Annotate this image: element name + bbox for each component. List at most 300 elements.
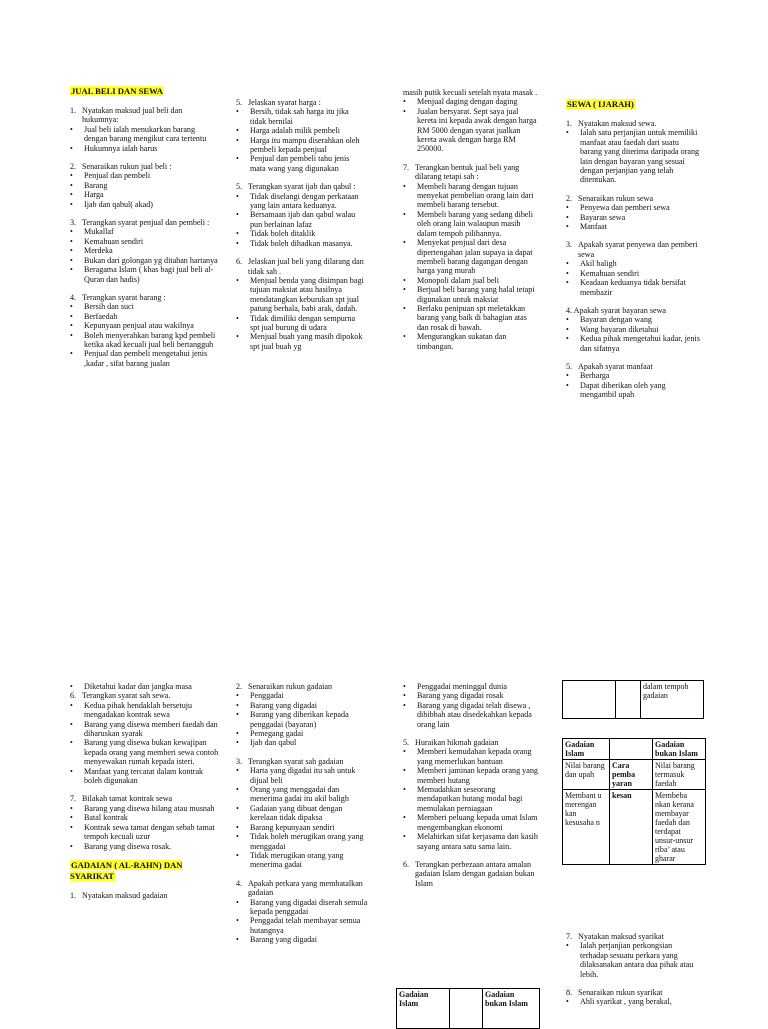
list-item: [236, 785, 371, 804]
list-item: [70, 813, 220, 822]
bullet-icon: [566, 269, 580, 278]
bullet-icon: [236, 935, 250, 944]
question-text: Apakah syarat penyewa dan pemberi sewa: [578, 240, 698, 259]
question: [236, 98, 366, 107]
bullet-icon: [236, 785, 250, 804]
list-item-text: Menjual buah yang masih dipokok spt jual buah yg: [250, 332, 363, 351]
question-text: Terangkan syarat sah sewa.: [82, 691, 171, 701]
list-item-text: Harga itu mampu diserahkan oleh pembeli kepada penjual: [250, 135, 360, 155]
bullet-icon: [70, 237, 84, 246]
list-item-text: Kemahuan sendiri: [580, 268, 640, 278]
list-item: [236, 823, 371, 832]
question: [70, 794, 220, 803]
question-text: Senaraikan rukun syarikat: [578, 988, 663, 998]
list-item-text: Orang yang menggadai dan menerima gadai itu akil baligh: [250, 785, 349, 804]
section-heading: GADAIAN ( AL-RAHN) DAN SYARIKAT: [70, 859, 183, 881]
bullet-icon: [236, 766, 250, 785]
column-4-top: [566, 99, 701, 400]
list-item: [403, 97, 538, 106]
question-number: 8.: [566, 988, 573, 998]
bullet-icon: [70, 738, 84, 766]
bullet-icon: [70, 321, 84, 330]
list-item-text: Ijab dan qabul( akad): [84, 199, 153, 209]
bullet-icon: [70, 312, 84, 321]
question-text: Terangkan syarat ijab dan qabul :: [248, 182, 356, 192]
table-header: [610, 739, 653, 760]
bullet-icon: [403, 682, 417, 691]
list-item-text: Kedua pihak mengetahui kadar, jenis dan sifatnya: [580, 334, 700, 353]
list-item: [566, 203, 701, 212]
list-item-text: Jualan bersyarat. Sept saya jual kereta ini kepada awak dengan harga RM 5000 dengan syarat jualkan kereta awak dengan harga RM 250000.: [417, 106, 537, 154]
list-item-text: Bukan dari golongan yg ditahan hartanya: [84, 255, 218, 265]
question-number: 7.: [70, 794, 77, 804]
comparison-table-top: [562, 680, 704, 719]
question-number: 6.: [236, 257, 243, 267]
bullet-icon: [403, 182, 417, 210]
list-item: [566, 315, 701, 324]
list-item-text: Berlaku penipuan spt meletakkan barang yang baik di bahagian atas dan rosak di bawah.: [417, 303, 527, 332]
list-item-text: Tidak merugikan orang yang menerima gadai: [250, 850, 344, 870]
list-item-text: Kedua pihak hendaklah bersetuju mengadakan kontrak sewa: [84, 700, 193, 720]
table-cell: kesan: [610, 790, 653, 865]
list-item-text: Kontrak sewa tamat dengan sebab tamat tempoh kecuali uzur: [84, 822, 215, 842]
list-item-text: Membeli barang dengan tujuan menyekat pembelian orang lain dari membeli barang tersebut.: [417, 181, 534, 210]
question-text: Nyatakan maksud jual beli dan hukumnya:: [82, 106, 183, 125]
question: [566, 119, 701, 128]
bullet-icon: [403, 238, 417, 276]
question-text: Terangkan syarat barang :: [82, 292, 166, 302]
list-item: [70, 767, 220, 786]
list-item: [70, 720, 220, 739]
list-item-text: Penjual dan pembeli mengetahui jenis ,kadar , sifat barang jualan: [84, 349, 208, 368]
list-item-text: Tidak boleh dihadkan masanya.: [250, 238, 353, 248]
list-item: [236, 738, 371, 747]
list-item-text: Penjual dan pembeli: [84, 171, 151, 181]
list-item-text: Membeli barang yang sedang dibeli oleh orang lain walaupun masih dalam tempoh pilihannya.: [417, 209, 533, 238]
list-item-text: Tidak boleh merugikan orang yang menggadai: [250, 832, 364, 851]
list-item: [70, 842, 220, 851]
bullet-icon: [70, 804, 84, 813]
list-item-text: Barang yang disewa hilang atau musnah: [84, 803, 215, 813]
list-item-text: Tidak diselangi dengan perkataan yang lain antara keduanya.: [250, 191, 359, 211]
bullet-icon: [70, 682, 84, 691]
bullet-icon: [236, 898, 250, 917]
list-item: [403, 332, 538, 351]
bullet-icon: [236, 210, 250, 229]
bullet-icon: [70, 720, 84, 739]
spacer: [70, 785, 220, 794]
question-number: 5.: [566, 361, 573, 371]
spacer: [403, 851, 538, 860]
list-item-text: Memberi kemudahan kepada orang yang memerlukan bantuan: [417, 747, 532, 766]
column-2-top: [236, 98, 366, 351]
bullet-icon: [403, 107, 417, 154]
question: [566, 362, 701, 371]
list-item: [70, 256, 220, 265]
question-number: 3.: [236, 756, 243, 766]
question: [70, 691, 220, 700]
question-text: Senaraikan rukun gadaian: [248, 682, 333, 691]
question-number: 5.: [403, 738, 410, 748]
bullet-icon: [403, 832, 417, 851]
list-item-text: Penyewa dan pemberi sewa: [580, 203, 670, 213]
bullet-icon: [70, 701, 84, 720]
question-text: Terangkan bentuk jual beli yang dilarang tetapi sah :: [415, 162, 520, 182]
list-item-text: Penggadai: [250, 691, 284, 701]
question: [566, 240, 701, 259]
section-heading-wrap: [566, 99, 701, 110]
bullet-icon: [566, 371, 580, 380]
question-number: 7.: [403, 162, 410, 172]
table-cell: dalam tempoh gadaian: [641, 681, 704, 719]
question-number: 1.: [70, 106, 77, 115]
column-3-top: [403, 88, 538, 351]
table-cell: Membeba nkan kerana membayar faedah dan terdapat unsur-unsur riba’ atau gharar: [653, 790, 706, 865]
spacer: [236, 173, 366, 182]
question-text: Apakah perkara yang membatalkan gadaian: [248, 878, 363, 898]
list-item: [70, 200, 220, 209]
question-number: 3.: [566, 240, 573, 250]
list-item-text: Barang yang digadai diserah semula kepada penggadai: [250, 897, 368, 916]
list-item-text: Harga adalah milik pembeli: [250, 126, 340, 136]
list-item: [70, 171, 220, 180]
list-item-text: Keadaan keduanya tidak bersifat membazir: [580, 278, 686, 297]
list-item: [566, 997, 701, 1006]
list-item: [70, 237, 220, 246]
list-item: [70, 312, 220, 321]
list-item-text: Kepunyaan penjual atau wakilnya: [84, 321, 194, 331]
table-header: Gadaian Islam: [563, 739, 610, 760]
list-item-text: Ialah satu perjanjian untuk memiliki manfaat atau faedah dari suatu barang yang diterima daripada orang lain dengan bayaran yang sesuai dengan perjanjian yang telah ditentukan.: [580, 128, 700, 185]
bullet-icon: [70, 256, 84, 265]
list-item-text: Barang yang digadai telah disewa , dihibbah atau disedekahkan kepada orang lain: [417, 700, 532, 729]
list-item: [70, 302, 220, 311]
list-item: [70, 227, 220, 236]
list-item-text: Bayaran sewa: [580, 212, 626, 222]
bullet-icon: [70, 144, 84, 153]
list-item: [70, 701, 220, 720]
list-item-text: Penggadai meninggal dunia: [417, 682, 507, 691]
bullet-icon: [70, 302, 84, 311]
list-item: [403, 210, 538, 238]
list-item: [70, 144, 220, 153]
bullet-icon: [70, 200, 84, 209]
list-item: [236, 691, 371, 700]
list-item: [566, 371, 701, 380]
question-number: 1.: [566, 119, 573, 128]
table-header: Gadaian Islam: [397, 989, 450, 1029]
list-item: [566, 269, 701, 278]
spacer: [70, 153, 220, 162]
bullet-icon: [236, 154, 250, 173]
question: [70, 106, 220, 125]
bullet-icon: [236, 192, 250, 211]
bullet-icon: [403, 813, 417, 832]
list-item: [566, 128, 701, 184]
table-cell: Cara pemba yaran: [610, 760, 653, 790]
question-text: Jelaskan syarat harga :: [248, 98, 321, 107]
bullet-icon: [566, 213, 580, 222]
bullet-icon: [236, 738, 250, 747]
column-1-bottom: [70, 682, 220, 900]
list-item-text: Penggadai telah membayar semua hutangnya: [250, 916, 361, 935]
list-item-text: Bayaran dengan wang: [580, 315, 652, 325]
list-item-text: Berjual beli barang yang halal tetapi digunakan untuk maksiat: [417, 285, 535, 304]
list-item: [403, 182, 538, 210]
list-item-text: Tidak dimiliki dengan sempurna spt jual burung di udara: [250, 313, 356, 332]
list-item: [403, 785, 538, 813]
bullet-icon: [236, 701, 250, 710]
bullet-icon: [70, 823, 84, 842]
question-number: 3.: [70, 218, 77, 228]
question-text: Terangkan syarat penjual dan pembeli :: [82, 218, 210, 228]
bullet-icon: [236, 332, 250, 351]
bullet-icon: [236, 851, 250, 870]
bullet-icon: [403, 332, 417, 351]
bullet-icon: [70, 265, 84, 284]
list-item: [236, 126, 366, 135]
bullet-icon: [403, 210, 417, 238]
list-item-text: Menjual daging dengan daging: [417, 97, 518, 107]
question-text: Huraikan hikmah gadaian: [415, 738, 499, 748]
list-item-text: Memberi peluang kepada umat Islam mengembangkan ekonomi: [417, 813, 538, 832]
bullet-icon: [70, 813, 84, 822]
question-text: Nyatakan maksud syarikat: [578, 932, 664, 941]
bullet-icon: [236, 823, 250, 832]
list-item-text: Barang: [84, 180, 108, 190]
list-item: [403, 276, 538, 285]
list-item: [566, 222, 701, 231]
column-2-bottom: [236, 682, 371, 945]
spacer: [70, 851, 220, 860]
bullet-icon: [236, 729, 250, 738]
list-item: [70, 349, 220, 368]
list-item-text: Barang yang digadai: [250, 700, 317, 710]
list-item-text: Memudahkan seseorang mendapatkan hutang modal bagi memulakan perniagaan: [417, 785, 523, 813]
list-item-text: Bersih, tidak sah harga itu jika tidak bernilai: [250, 107, 349, 126]
list-item: [566, 213, 701, 222]
question: [236, 757, 371, 766]
bullet-icon: [566, 222, 580, 231]
list-item: [236, 935, 371, 944]
bullet-icon: [70, 190, 84, 199]
question: [403, 860, 538, 888]
bullet-icon: [566, 128, 580, 184]
list-item: [236, 210, 366, 229]
list-item: [236, 898, 371, 917]
bullet-icon: [403, 276, 417, 285]
list-item: [403, 285, 538, 304]
bullet-icon: [566, 259, 580, 268]
list-item: [70, 246, 220, 255]
column-4-bottom: [566, 932, 701, 1007]
list-item-text: Mengurangkan sukatan dan timbangan.: [417, 332, 507, 351]
spacer: [236, 870, 371, 879]
list-item: [70, 125, 220, 144]
list-item-text: Ahli syarikat , yang berakal,: [580, 997, 672, 1007]
list-item: [70, 321, 220, 330]
question-number: 1.: [70, 890, 77, 900]
list-item-text: Batal kontrak: [84, 813, 128, 823]
bullet-icon: [403, 701, 417, 729]
paragraph: masih putik kecuali setelah nyata masak .: [403, 88, 538, 97]
list-item: [403, 107, 538, 154]
question-text: Jelaskan jual beli yang dilarang dan tidak sah .: [248, 257, 364, 276]
question-text: Nyatakan maksud sewa.: [578, 119, 657, 128]
list-item: [236, 851, 371, 870]
question: [70, 218, 220, 227]
list-item: [403, 304, 538, 332]
list-item: [403, 813, 538, 832]
list-item: [236, 276, 366, 314]
spacer: [566, 353, 701, 362]
question: [70, 162, 220, 171]
list-item: [70, 181, 220, 190]
question: [403, 738, 538, 747]
bullet-icon: [566, 203, 580, 212]
question-number: 2.: [566, 193, 573, 203]
list-item-text: Harga: [84, 190, 104, 200]
bullet-icon: [403, 285, 417, 304]
bullet-icon: [70, 842, 84, 851]
bullet-icon: [236, 710, 250, 729]
question: [403, 163, 538, 182]
list-item: [403, 747, 538, 766]
bullet-icon: [70, 331, 84, 350]
list-item-text: Barang yang disewa memberi faedah dan diharuskan syarak: [84, 719, 218, 739]
bullet-icon: [70, 171, 84, 180]
bullet-icon: [236, 916, 250, 935]
list-item: [236, 916, 371, 935]
list-item: [70, 682, 220, 691]
list-item: [236, 229, 366, 238]
list-item-text: Memberi jaminan kepada orang yang memberi hutang: [417, 766, 538, 785]
section-heading-wrap: [70, 860, 220, 882]
bullet-icon: [236, 229, 250, 238]
list-item-text: Barang yang diberikan kepada penggadai (bayaran): [250, 710, 349, 729]
question-number: 5.: [236, 182, 243, 192]
question-text: Senaraikan rukun jual beli :: [82, 162, 172, 172]
list-item: [70, 804, 220, 813]
list-item: [236, 314, 366, 333]
list-item: [236, 766, 371, 785]
question-number: 2.: [236, 682, 243, 691]
list-item-text: Barang yang disewa bukan kewajipan kepada orang yang memberi sewa contoh menyewakan rumah kepada isteri.: [84, 738, 219, 767]
list-item-text: Barang kepunyaan sendiri: [250, 822, 335, 832]
spacer: [236, 248, 366, 257]
list-item: [236, 107, 366, 126]
list-item: [566, 334, 701, 353]
table-cell: Membant u merengan kan kesusaha n: [563, 790, 610, 865]
spacer: [403, 729, 538, 738]
list-item-text: Mukallaf: [84, 227, 114, 237]
list-item-text: Ijab dan qabul: [250, 738, 297, 748]
list-item: [236, 710, 371, 729]
question-text: Terangkan perbezaan antara amalan gadaian Islam dengan gadaian bukan Islam: [415, 859, 535, 888]
section-heading: SEWA ( IJARAH): [567, 99, 634, 109]
list-item: [236, 136, 366, 155]
question: [236, 182, 366, 191]
bullet-icon: [403, 766, 417, 785]
list-item-text: Barang yang disewa rosak.: [84, 841, 172, 851]
question-text: Nyatakan maksud gadaian: [82, 890, 168, 900]
bullet-icon: [70, 181, 84, 190]
list-item-text: Bersih dan suci: [84, 302, 134, 312]
bullet-icon: [403, 97, 417, 106]
spacer: [566, 979, 701, 988]
spacer: [236, 748, 371, 757]
table-header: Gadaian bukan Islam: [653, 739, 706, 760]
list-item: [403, 238, 538, 276]
list-item-text: Merdeka: [84, 246, 113, 256]
list-item: [566, 325, 701, 334]
bullet-icon: [236, 126, 250, 135]
bullet-icon: [236, 107, 250, 126]
bullet-icon: [566, 325, 580, 334]
spacer: [566, 231, 701, 240]
column-1-top: [70, 86, 220, 368]
list-item-text: Jual beli ialah menukarkan barang dengan barang mengikut cara tertentu: [84, 124, 207, 144]
spacer: [566, 185, 701, 194]
table-cell: Nilai barang termasuk faedah: [653, 760, 706, 790]
list-item: [70, 823, 220, 842]
question-number: 5.: [236, 98, 243, 107]
list-item: [566, 259, 701, 268]
question: [70, 891, 220, 900]
list-item-text: Wang bayaran diketahui: [580, 324, 659, 334]
list-item-text: Barang yang digadai: [250, 935, 317, 945]
table-cell: Nilai barang dan upah: [563, 760, 610, 790]
list-item: [566, 381, 701, 400]
question-number: 6.: [403, 859, 410, 869]
question: [236, 257, 366, 276]
list-item-text: Pemegang gadai: [250, 729, 304, 739]
list-item: [70, 738, 220, 766]
spacer: [403, 154, 538, 163]
bullet-icon: [566, 997, 580, 1006]
bullet-icon: [236, 804, 250, 823]
list-item: [403, 682, 538, 691]
spacer: [566, 110, 701, 119]
list-item-text: Gadaian yang dibuat dengan kerelaan tidak dipaksa: [250, 803, 343, 823]
list-item: [236, 832, 371, 851]
bullet-icon: [70, 246, 84, 255]
list-item-text: Penjual dan pembeli tahu jenis mata wang yang digunakan: [250, 154, 350, 173]
list-item-text: Dapat diberikan oleh yang mengambil upah: [580, 380, 666, 400]
bullet-icon: [403, 785, 417, 813]
comparison-table-mid: [562, 738, 706, 865]
list-item-text: Kemahuan sendiri: [84, 236, 144, 246]
list-item-text: Melahirkan sifat kerjasama dan kasih sayang antara satu sama lain.: [417, 832, 538, 851]
spacer: [70, 284, 220, 293]
list-item-text: Tidak boleh ditaklik: [250, 229, 316, 239]
question-number: 7.: [566, 932, 573, 941]
list-item: [236, 729, 371, 738]
question-text: Apakah syarat manfaat: [578, 361, 653, 371]
spacer: [70, 882, 220, 891]
spacer: [566, 297, 701, 306]
list-item: [236, 239, 366, 248]
list-item: [236, 154, 366, 173]
bullet-icon: [236, 239, 250, 248]
bullet-icon: [403, 304, 417, 332]
list-item-text: Manfaat yang tercatat dalam kontrak boleh digunakan: [84, 766, 204, 786]
question: [566, 194, 701, 203]
question-number: 6.: [70, 691, 77, 701]
spacer: [70, 97, 220, 106]
bullet-icon: [236, 314, 250, 333]
bullet-icon: [70, 125, 84, 144]
